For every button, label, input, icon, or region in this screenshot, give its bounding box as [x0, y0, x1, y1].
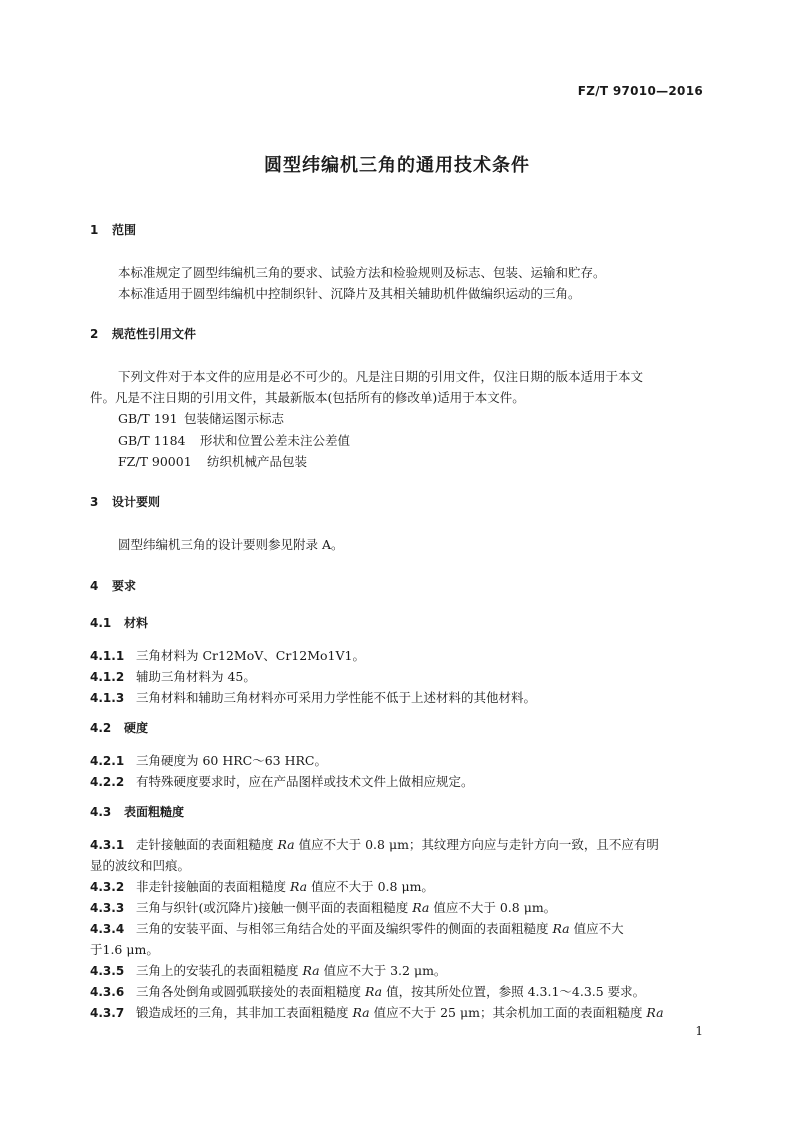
- clause-4-3-7: [90, 1003, 664, 1021]
- reference-item: [118, 452, 307, 470]
- subsection-4-2-heading: [90, 719, 148, 736]
- clause-number: 4.1.2: [90, 670, 125, 684]
- paragraph-line: 件。凡是不注日期的引用文件，其最新版本(包括所有的修改单)适用于本文件。: [90, 390, 525, 405]
- paragraph: 本标准规定了圆型纬编机三角的要求、试验方法和检验规则及标志、包装、运输和贮存。: [118, 265, 606, 280]
- page-number: 1: [695, 1024, 703, 1038]
- section-title: 规范性引用文件: [112, 327, 197, 341]
- clause-4-3-1: [90, 835, 659, 853]
- subsection-title: 表面粗糙度: [124, 805, 185, 819]
- clause-text: 三角材料为 Cr12MoV、Cr12Mo1V1。: [136, 648, 365, 663]
- clause-text: 值应不大: [569, 921, 624, 936]
- clause-text: 三角硬度为 60 HRC～63 HRC。: [136, 753, 327, 768]
- clause-number: 4.3.5: [90, 964, 125, 978]
- clause-number: 4.3.4: [90, 922, 125, 936]
- subsection-number: 4.3: [90, 805, 112, 819]
- clause-text: 值，按其所处位置，参照 4.3.1～4.3.5 要求。: [382, 984, 646, 999]
- clause-text: 锻造成坯的三角，其非加工表面粗糙度: [136, 1005, 353, 1020]
- ra-symbol: Ra: [302, 963, 320, 978]
- clause-4-2-2: [90, 772, 474, 790]
- clause-number: 4.3.1: [90, 838, 125, 852]
- document-title: 圆型纬编机三角的通用技术条件: [264, 155, 530, 176]
- section-number: 2: [90, 327, 99, 341]
- clause-4-1-3: [90, 688, 536, 706]
- clause-4-3-5: [90, 961, 446, 979]
- ra-symbol: Ra: [352, 1005, 370, 1020]
- clause-text: 三角上的安装孔的表面粗糙度: [136, 963, 303, 978]
- clause-number: 4.3.6: [90, 985, 125, 999]
- clause-4-2-1: [90, 751, 327, 769]
- subsection-4-1-heading: [90, 614, 148, 631]
- section-2-heading: [90, 325, 196, 342]
- section-3-heading: [90, 493, 160, 510]
- clause-text: 值应不大于 0.8 μm。: [307, 879, 434, 894]
- clause-text: 辅助三角材料为 45。: [136, 669, 256, 684]
- clause-text: 有特殊硬度要求时，应在产品图样或技术文件上做相应规定。: [136, 774, 474, 789]
- ra-symbol: Ra: [552, 921, 570, 936]
- clause-text: 非走针接触面的表面粗糙度: [136, 879, 290, 894]
- section-title: 设计要则: [112, 495, 161, 509]
- clause-continuation: 显的波纹和凹痕。: [90, 858, 191, 873]
- ra-symbol: Ra: [277, 837, 295, 852]
- section-number: 1: [90, 223, 99, 237]
- clause-4-3-2: [90, 877, 434, 895]
- clause-4-1-2: [90, 667, 256, 685]
- section-number: 4: [90, 579, 99, 593]
- clause-text: 值应不大于 0.8 μm。: [429, 900, 557, 915]
- ra-symbol: Ra: [646, 1005, 664, 1020]
- section-4-heading: [90, 577, 136, 594]
- ra-symbol: Ra: [412, 900, 430, 915]
- clause-text: 走针接触面的表面粗糙度: [136, 837, 278, 852]
- clause-number: 4.3.2: [90, 880, 125, 894]
- clause-text: 三角材料和辅助三角材料亦可采用力学性能不低于上述材料的其他材料。: [136, 690, 537, 705]
- paragraph: 本标准适用于圆型纬编机中控制织针、沉降片及其相关辅助机件做编织运动的三角。: [118, 286, 581, 301]
- clause-text: 值应不大于 25 μm；其余机加工面的表面粗糙度: [369, 1005, 647, 1020]
- clause-number: 4.1.1: [90, 649, 125, 663]
- paragraph: 圆型纬编机三角的设计要则参见附录 A。: [118, 537, 344, 552]
- reference-code: GB/T 1184: [118, 433, 186, 448]
- reference-title: 纺织机械产品包装: [207, 454, 308, 469]
- ra-symbol: Ra: [364, 984, 383, 999]
- clause-4-1-1: [90, 646, 365, 664]
- subsection-4-3-heading: [90, 803, 184, 820]
- reference-code: GB/T 191: [118, 411, 178, 426]
- subsection-number: 4.1: [90, 616, 112, 630]
- clause-4-3-3: [90, 898, 556, 916]
- section-1-heading: [90, 221, 136, 238]
- clause-number: 4.3.3: [90, 901, 125, 915]
- clause-number: 4.1.3: [90, 691, 125, 705]
- paragraph-line: 下列文件对于本文件的应用是必不可少的。凡是注日期的引用文件，仅注日期的版本适用于本文: [118, 369, 644, 384]
- clause-continuation: 于1.6 μm。: [90, 942, 159, 957]
- section-title: 要求: [112, 579, 137, 593]
- clause-text: 值应不大于 3.2 μm。: [319, 963, 447, 978]
- clause-text: 值应不大于 0.8 μm；其纹理方向应与走针方向一致，且不应有明: [294, 837, 659, 852]
- subsection-number: 4.2: [90, 721, 112, 735]
- reference-title: 包装储运图示标志: [184, 411, 285, 426]
- standard-code: FZ/T 97010—2016: [577, 84, 703, 98]
- clause-text: 三角的安装平面、与相邻三角结合处的平面及编织零件的侧面的表面粗糙度: [136, 921, 553, 936]
- reference-item: [118, 409, 284, 427]
- section-title: 范围: [112, 223, 137, 237]
- clause-text: 三角与织针(或沉降片)接触一侧平面的表面粗糙度: [136, 900, 413, 915]
- ra-symbol: Ra: [289, 879, 308, 894]
- reference-title: 形状和位置公差未注公差值: [200, 433, 351, 448]
- clause-4-3-4: [90, 919, 624, 937]
- reference-item: [118, 431, 350, 449]
- section-number: 3: [90, 495, 99, 509]
- clause-number: 4.2.2: [90, 775, 125, 789]
- clause-4-3-6: [90, 982, 645, 1000]
- subsection-title: 材料: [124, 616, 149, 630]
- clause-text: 三角各处倒角或圆弧联接处的表面粗糙度: [136, 984, 365, 999]
- clause-number: 4.2.1: [90, 754, 125, 768]
- subsection-title: 硬度: [124, 721, 149, 735]
- reference-code: FZ/T 90001: [118, 454, 192, 469]
- clause-number: 4.3.7: [90, 1006, 125, 1020]
